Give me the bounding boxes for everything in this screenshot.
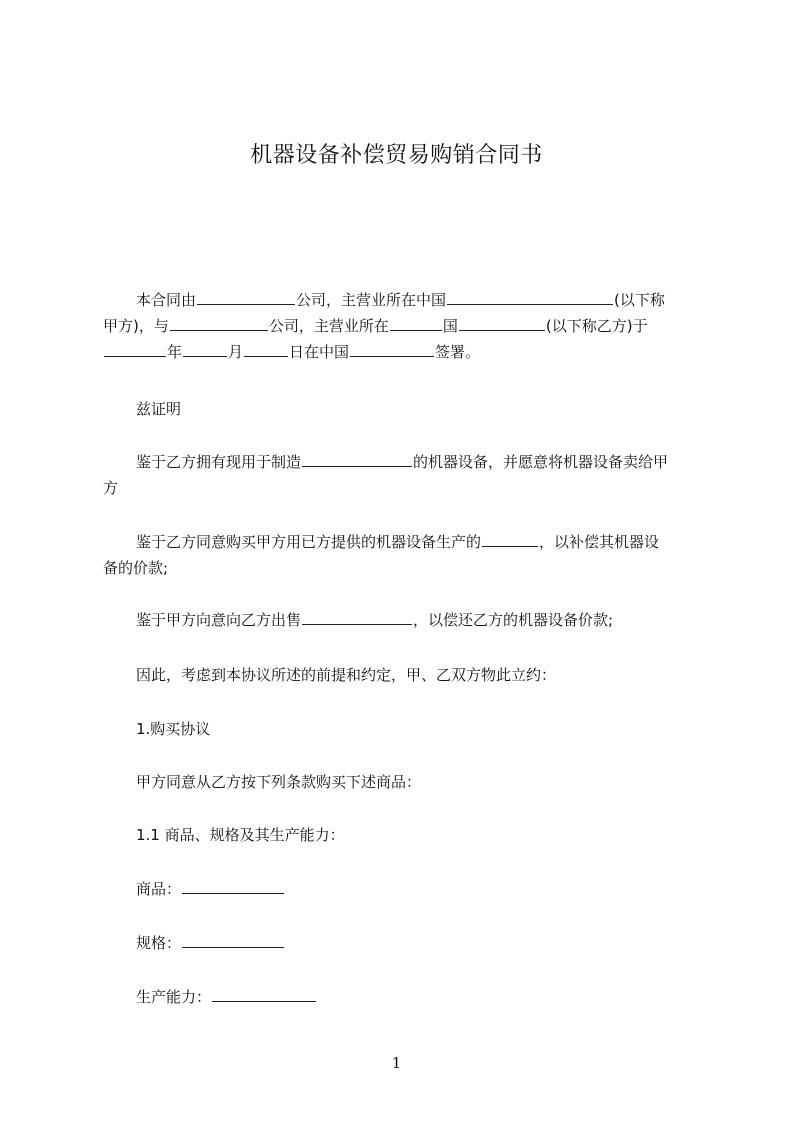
- intro-text: 月: [228, 343, 244, 361]
- whereas-text: 鉴于乙方拥有现用于制造: [136, 453, 302, 471]
- intro-text: (以下称: [614, 291, 665, 309]
- whereas-1-paragraph: [103, 449, 703, 501]
- section-1-heading: [103, 716, 703, 742]
- sale-item-blank: [302, 609, 412, 625]
- intro-text: 甲方)，与: [103, 317, 169, 335]
- address-b-blank: [459, 315, 545, 331]
- witness-paragraph: [103, 396, 703, 422]
- capacity-line: [103, 984, 703, 1010]
- intro-line-3: [103, 339, 703, 365]
- document-title: 机器设备补偿贸易购销合同书: [250, 143, 543, 168]
- intro-line-1: [103, 287, 703, 313]
- intro-text: 公司，主营业所在: [268, 317, 389, 335]
- goods-line: [103, 876, 703, 902]
- whereas-3-line-1: [103, 607, 703, 633]
- section-body-text: 甲方同意从乙方按下列条款购买下述商品：: [136, 773, 422, 791]
- whereas-1-line-1: [103, 449, 703, 475]
- whereas-text: 的机器设备，并愿意将机器设备卖给甲: [413, 453, 669, 471]
- product-blank: [302, 451, 412, 467]
- year-blank: [104, 341, 166, 357]
- capacity-blank: [212, 986, 316, 1002]
- intro-text: 年: [167, 343, 183, 361]
- therefore-paragraph: [103, 662, 703, 688]
- intro-text: 本合同由: [136, 291, 197, 309]
- intro-line-2: [103, 313, 703, 339]
- section-1-text: [103, 769, 703, 795]
- whereas-2-line-2: 备的价款;: [103, 559, 169, 577]
- spec-label: 规格：: [136, 934, 182, 952]
- place-blank: [350, 341, 434, 357]
- therefore-text: 因此，考虑到本协议所述的前提和约定，甲、乙双方物此立约：: [136, 666, 557, 684]
- address-a-blank: [447, 289, 613, 305]
- whereas-2-paragraph: [103, 529, 703, 581]
- whereas-2-line-1: [103, 529, 703, 555]
- spec-field: [103, 930, 703, 956]
- whereas-1-line-2: 方: [103, 479, 119, 497]
- subsection-heading-text: 1.1 商品、规格及其生产能力：: [136, 826, 345, 844]
- intro-text: 公司，主营业所在中国: [296, 291, 447, 309]
- whereas-3-paragraph: [103, 607, 703, 633]
- company-a-blank: [197, 289, 295, 305]
- day-blank: [244, 341, 288, 357]
- month-blank: [183, 341, 227, 357]
- intro-paragraph: [103, 287, 703, 365]
- spec-line: [103, 930, 703, 956]
- goods-blank: [182, 878, 284, 894]
- capacity-label: 生产能力：: [136, 988, 212, 1006]
- goods-label: 商品：: [136, 880, 182, 898]
- spec-blank: [182, 932, 284, 948]
- witness-text: 兹证明: [136, 400, 182, 418]
- section-heading-text: 1.购买协议: [136, 720, 211, 738]
- goods-field: [103, 876, 703, 902]
- intro-text: 签署。: [435, 343, 481, 361]
- output-blank: [482, 531, 538, 547]
- page-number: 1: [391, 1054, 402, 1072]
- intro-text: 国: [442, 317, 458, 335]
- capacity-field: [103, 984, 703, 1010]
- whereas-text: ，以补偿其机器设: [539, 533, 660, 551]
- whereas-text: 鉴于甲方向意向乙方出售: [136, 611, 302, 629]
- company-b-blank: [170, 315, 268, 331]
- whereas-text: 鉴于乙方同意购买甲方用已方提供的机器设备生产的: [136, 533, 482, 551]
- intro-text: (以下称乙方)于: [545, 317, 648, 335]
- section-1-1-heading: [103, 822, 703, 848]
- country-blank: [390, 315, 442, 331]
- intro-text: 日在中国: [289, 343, 350, 361]
- whereas-text: ，以偿还乙方的机器设备价款;: [413, 611, 614, 629]
